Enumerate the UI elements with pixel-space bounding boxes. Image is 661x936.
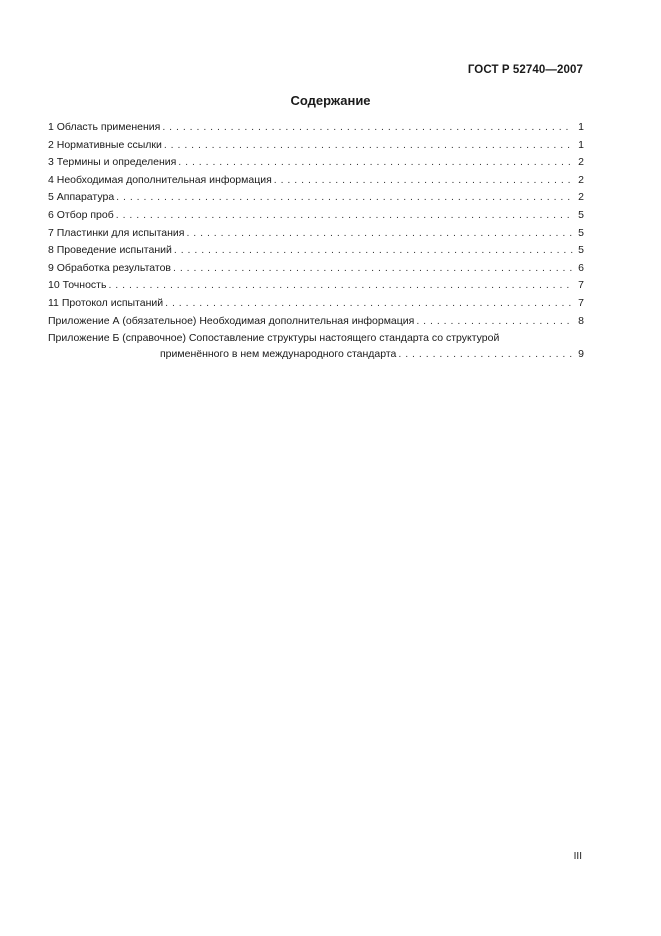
- toc-entry-scope[interactable]: [48, 121, 584, 139]
- toc-leader-dots: [398, 348, 573, 360]
- toc-entry-continuation: [48, 348, 584, 366]
- toc-entry-results[interactable]: [48, 262, 584, 280]
- toc-entry-label: 7 Пластинки для испытания: [48, 226, 185, 239]
- toc-entry-page: 2: [578, 156, 584, 169]
- page-number: III: [573, 851, 582, 862]
- toc-entry-label: 9 Обработка результатов: [48, 261, 171, 274]
- toc-entry-apparatus[interactable]: [48, 191, 584, 209]
- toc-entry-label: 3 Термины и определения: [48, 156, 177, 169]
- toc-entry-label: Приложение Б (справочное) Сопоставление структуры настоящего стандарта со структурой: [48, 332, 500, 345]
- toc-leader-dots: [416, 315, 573, 327]
- toc-entry-page: 7: [578, 296, 584, 309]
- toc-entry-page: 7: [578, 279, 584, 292]
- toc-entry-page: 6: [578, 261, 584, 274]
- toc-entry-label: 8 Проведение испытаний: [48, 244, 172, 257]
- toc-entry-precision[interactable]: [48, 279, 584, 297]
- toc-leader-dots: [173, 262, 573, 274]
- toc-leader-dots: [178, 156, 573, 168]
- toc-entry-label: 10 Точность: [48, 279, 107, 292]
- toc-entry-page: 2: [578, 173, 584, 186]
- toc-entry-page: 5: [578, 244, 584, 257]
- toc-entry-procedure[interactable]: [48, 244, 584, 262]
- toc-entry-appendix-b[interactable]: [48, 332, 584, 366]
- toc-entry-label: 5 Аппаратура: [48, 191, 115, 204]
- toc-entry-test-report[interactable]: [48, 297, 584, 315]
- toc-leader-dots: [274, 174, 573, 186]
- toc-leader-dots: [164, 139, 573, 151]
- toc-entry-page: 1: [578, 121, 584, 133]
- toc-leader-dots: [174, 244, 573, 256]
- toc-leader-dots: [186, 227, 573, 239]
- toc-leader-dots: [108, 279, 573, 291]
- toc-entry-page: 1: [578, 138, 584, 151]
- toc-entry-terms[interactable]: [48, 156, 584, 174]
- toc-entry-label: 1 Область применения: [48, 121, 161, 133]
- toc-entry-label: 4 Необходимая дополнительная информация: [48, 173, 272, 186]
- toc-entry-additional-info[interactable]: [48, 174, 584, 192]
- toc-entry-page: 5: [578, 226, 584, 239]
- toc-entry-label: применённого в нем международного стандарта: [160, 348, 397, 361]
- toc-leader-dots: [116, 191, 573, 203]
- toc-entry-label: Приложение А (обязательное) Необходимая дополнительная информация: [48, 314, 415, 327]
- toc-entry-page: 9: [578, 348, 584, 361]
- toc-entry-normative-references[interactable]: [48, 139, 584, 157]
- toc-entry-appendix-a[interactable]: [48, 315, 584, 333]
- toc-entry-page: 2: [578, 191, 584, 204]
- toc-leader-dots: [165, 297, 573, 309]
- toc-entry-label: 11 Протокол испытаний: [48, 296, 164, 309]
- toc-entry-test-panels[interactable]: [48, 227, 584, 245]
- table-of-contents: [48, 121, 584, 366]
- toc-entry-label: 2 Нормативные ссылки: [48, 138, 162, 151]
- toc-entry-page: 8: [578, 314, 584, 327]
- toc-title: Содержание: [290, 93, 371, 108]
- toc-entry-label: 6 Отбор проб: [48, 208, 114, 221]
- standard-code: ГОСТ Р 52740—2007: [467, 64, 583, 76]
- toc-entry-page: 5: [578, 208, 584, 221]
- toc-entry-sampling[interactable]: [48, 209, 584, 227]
- toc-leader-dots: [116, 209, 573, 221]
- toc-leader-dots: [162, 121, 573, 133]
